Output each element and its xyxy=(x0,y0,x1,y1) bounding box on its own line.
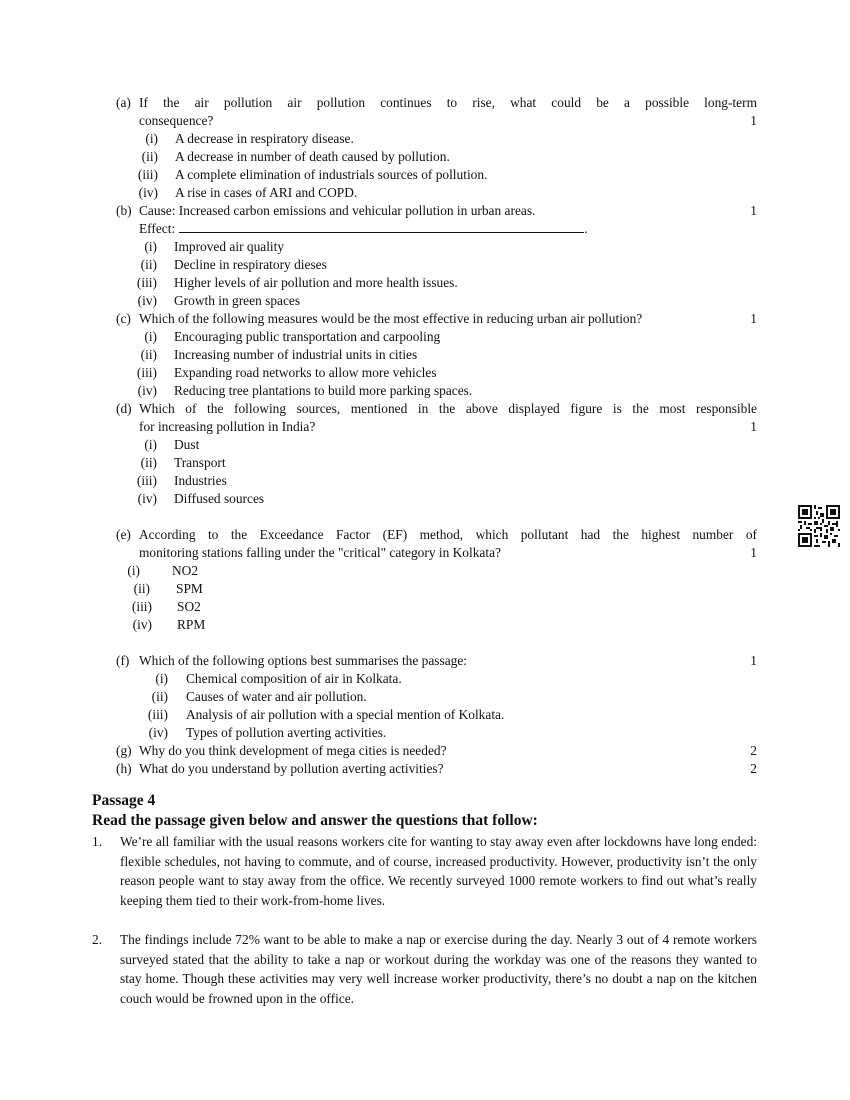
option-text: Expanding road networks to allow more vehicles xyxy=(174,365,437,380)
option-number: (i) xyxy=(144,437,157,452)
effect-blank xyxy=(139,220,757,238)
option-number: (iii) xyxy=(136,473,157,488)
option-text: Encouraging public transportation and carpooling xyxy=(174,329,441,344)
option-text: Growth in green spaces xyxy=(174,293,301,308)
option-number: (i) xyxy=(127,563,140,578)
option-text: Decline in respiratory dieses xyxy=(174,257,327,272)
option-text: Higher levels of air pollution and more health issues. xyxy=(174,275,458,290)
question-marks: 1 xyxy=(750,113,757,128)
question-d xyxy=(116,400,757,508)
option-number: (iv) xyxy=(148,725,168,740)
question-text: Which of the following sources, mentioned in the above displayed figure is the most responsible xyxy=(139,401,757,416)
option-number: (iv) xyxy=(137,491,157,506)
option-number: (i) xyxy=(144,239,157,254)
option-number: (iii) xyxy=(137,167,158,182)
option-number: (ii) xyxy=(141,149,158,164)
question-label: (d) xyxy=(116,401,132,416)
option-text: A rise in cases of ARI and COPD. xyxy=(175,185,358,200)
question-h xyxy=(116,760,757,778)
option-text: SPM xyxy=(176,581,203,596)
question-a xyxy=(116,94,757,202)
question-marks: 1 xyxy=(750,419,757,434)
option-text: A complete elimination of industrials sources of pollution. xyxy=(175,167,488,182)
question-e xyxy=(116,526,757,634)
effect-answer-line xyxy=(179,221,584,233)
option-number: (ii) xyxy=(133,581,150,596)
option-text: Reducing tree plantations to build more parking spaces. xyxy=(174,383,473,398)
option-number: (iii) xyxy=(147,707,168,722)
question-text: What do you understand by pollution averting activities? xyxy=(139,761,444,776)
option-number: (iv) xyxy=(132,617,152,632)
question-label: (g) xyxy=(116,743,132,758)
effect-end: . xyxy=(584,221,588,236)
question-label: (c) xyxy=(116,311,131,326)
option-text: Transport xyxy=(174,455,226,470)
question-text: Cause: Increased carbon emissions and vehicular pollution in urban areas. xyxy=(139,203,536,218)
option-text: RPM xyxy=(177,617,206,632)
paragraph-number: 1. xyxy=(92,834,103,849)
passage-title: Passage 4 xyxy=(92,792,156,809)
option-text: Analysis of air pollution with a special mention of Kolkata. xyxy=(186,707,505,722)
question-text: monitoring stations falling under the "critical" category in Kolkata? xyxy=(139,545,501,560)
option-number: (ii) xyxy=(140,455,157,470)
paragraph-number: 2. xyxy=(92,932,103,947)
option-text: Increasing number of industrial units in cities xyxy=(174,347,418,362)
option-number: (iv) xyxy=(137,293,157,308)
question-c xyxy=(116,310,757,400)
effect-label: Effect: xyxy=(139,221,176,236)
question-label: (h) xyxy=(116,761,132,776)
question-text: consequence? xyxy=(139,113,214,128)
option-number: (i) xyxy=(144,329,157,344)
option-text: Improved air quality xyxy=(174,239,285,254)
option-number: (iv) xyxy=(137,383,157,398)
question-marks: 1 xyxy=(750,203,757,218)
question-marks: 2 xyxy=(750,743,757,758)
option-text: Diffused sources xyxy=(174,491,265,506)
question-b xyxy=(116,202,757,310)
question-marks: 1 xyxy=(750,311,757,326)
paragraph-text: We’re all familiar with the usual reasons workers cite for wanting to stay away even after lockdowns have long ended: flexible schedules, not having to commute, and of course, increased productivity. However, productivity isn’t the only reason people want to stay away from the office. We recently surveyed 1000 remote workers to find out what’s really keeping them tied to their work-from-home lives. xyxy=(120,834,757,908)
option-number: (iii) xyxy=(131,599,152,614)
paragraph-text: The findings include 72% want to be able to make a nap or exercise during the day. Nearly 3 out of 4 remote workers surveyed stated that the ability to take a nap or workout during the workday was one of the reasons they wanted to stay home. Though these activities may very well increase worker productivity, there’s no doubt a nap on the kitchen couch would be frowned upon in the office. xyxy=(120,932,757,1006)
option-text: NO2 xyxy=(172,563,199,578)
question-text: Which of the following options best summarises the passage: xyxy=(139,653,468,668)
question-text: for increasing pollution in India? xyxy=(139,419,316,434)
question-f xyxy=(116,652,757,742)
question-label: (b) xyxy=(116,203,132,218)
question-label: (f) xyxy=(116,653,130,668)
option-text: Causes of water and air pollution. xyxy=(186,689,367,704)
option-text: SO2 xyxy=(177,599,201,614)
option-text: A decrease in respiratory disease. xyxy=(175,131,354,146)
question-label: (a) xyxy=(116,95,131,110)
option-text: A decrease in number of death caused by pollution. xyxy=(175,149,450,164)
question-text: If the air pollution air pollution continues to rise, what could be a possible long-term xyxy=(139,95,757,110)
passage-instruction: Read the passage given below and answer the questions that follow: xyxy=(92,812,538,829)
question-label: (e) xyxy=(116,527,131,542)
option-text: Chemical composition of air in Kolkata. xyxy=(186,671,402,686)
question-g xyxy=(116,742,757,760)
qr-code-icon[interactable] xyxy=(798,505,840,547)
question-text: According to the Exceedance Factor (EF) method, which pollutant had the highest number of xyxy=(139,527,757,542)
question-marks: 2 xyxy=(750,761,757,776)
option-text: Types of pollution averting activities. xyxy=(186,725,387,740)
option-number: (i) xyxy=(145,131,158,146)
option-number: (iii) xyxy=(136,365,157,380)
option-number: (iii) xyxy=(136,275,157,290)
option-text: Dust xyxy=(174,437,200,452)
question-marks: 1 xyxy=(750,545,757,560)
option-text: Industries xyxy=(174,473,227,488)
question-marks: 1 xyxy=(750,653,757,668)
option-number: (i) xyxy=(155,671,168,686)
question-text: Why do you think development of mega cities is needed? xyxy=(139,743,447,758)
option-number: (ii) xyxy=(140,347,157,362)
option-number: (iv) xyxy=(138,185,158,200)
option-number: (ii) xyxy=(151,689,168,704)
question-text: Which of the following measures would be the most effective in reducing urban air pollution? xyxy=(139,311,643,326)
option-number: (ii) xyxy=(140,257,157,272)
